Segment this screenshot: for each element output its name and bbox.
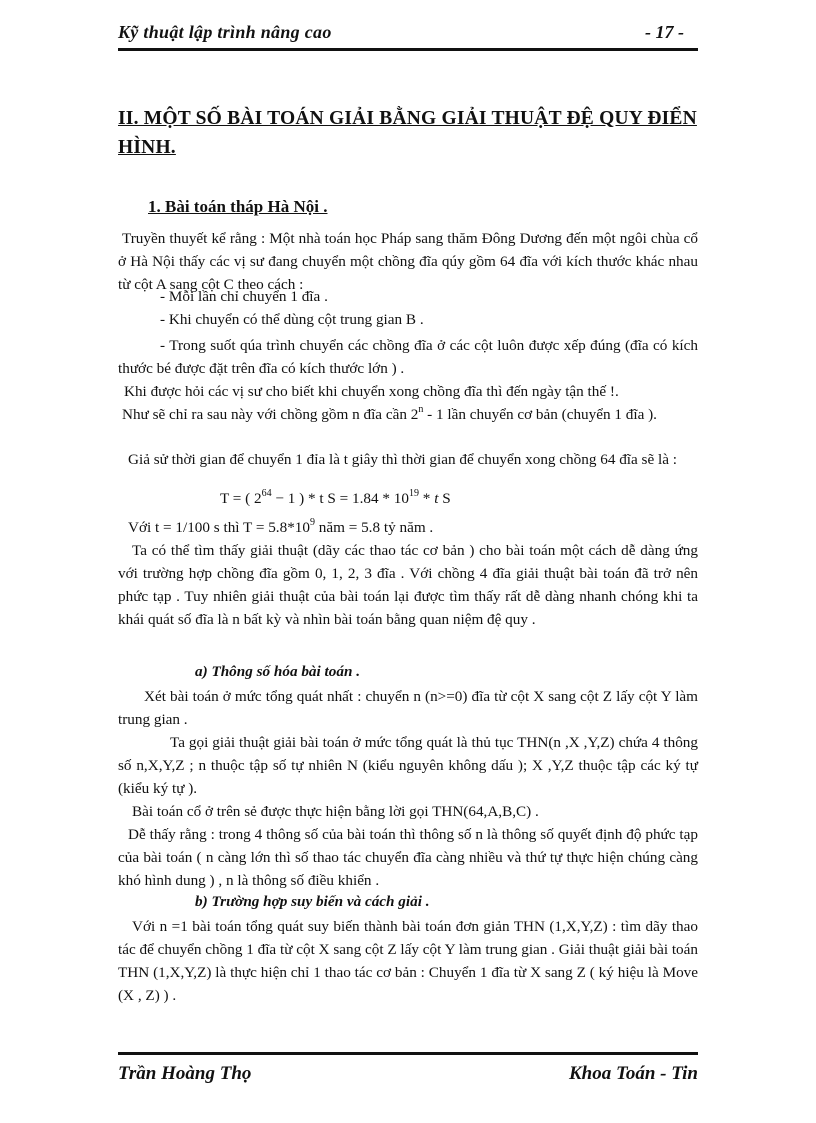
rule-item-3: - Trong suốt qúa trình chuyển các chồng đĩa ở các cột luôn được xếp đúng (đĩa có kích thước bé được đặt trên đĩa có kích thước lớn ) . — [118, 337, 698, 377]
paragraph-move-count — [118, 403, 698, 426]
section-title: II. MỘT SỐ BÀI TOÁN GIẢI BẰNG GIẢI THUẬT ĐỆ QUY ĐIỂN HÌNH. — [118, 108, 697, 158]
page-number: - 17 - — [645, 22, 684, 42]
paragraph-recursion-idea: Ta có thể tìm thấy giải thuật (dãy các thao tác cơ bản ) cho bài toán một cách dễ dàng ứng với trường hợp chồng đĩa gồm 0, 1, 2, 3 đĩa . Với chồng 4 đĩa giải thuật bài toán đã trở nên phức tạp . Tuy nhiên giải thuật của bài toán lại được tìm thấy rất dễ dàng nhanh chóng khi ta khái quát số đĩa là n bất kỳ và nhìn bài toán bằng quan niệm đệ quy . — [118, 542, 698, 628]
paragraph-thn-procedure: Ta gọi giải thuật giải bài toán ở mức tổng quát là thủ tục THN(n ,X ,Y,Z) chứa 4 thông số n,X,Y,Z ; n thuộc tập số tự nhiên N (kiểu nguyên không dấu ); X ,Y,Z thuộc tập các ký tự (kiểu ký tự ). — [118, 734, 698, 797]
move-count-text-b: - 1 lần chuyển cơ bản (chuyển 1 đĩa ). — [423, 406, 657, 423]
rule-item-1: - Mỗi lần chỉ chuyển 1 đĩa . — [160, 288, 328, 305]
paragraph-end-of-world: Khi được hỏi các vị sư cho biết khi chuyển xong chồng đĩa thì đến ngày tận thế !. — [124, 383, 619, 400]
move-count-text-a: Như sẽ chỉ ra sau này với chồng gồm n đĩa cần 2 — [122, 406, 419, 423]
footer-author: Trần Hoàng Thọ — [118, 1063, 252, 1084]
header-title: Kỹ thuật lập trình nâng cao — [118, 22, 332, 42]
paragraph-base-case: Với n =1 bài toán tổng quát suy biến thành bài toán đơn giản THN (1,X,Y,Z) : tìm dãy thao tác để chuyển chồng 1 đĩa từ cột X sang cột Z lấy cột Y làm trung gian . Giải thuật giải bài toán THN (1,X,Y,Z) là thực hiện chỉ 1 thao tác cơ bản : Chuyển 1 đĩa từ X sang Z ( ký hiệu là Move (X , Z) ) . — [118, 918, 698, 1004]
paragraph-legend: Truyền thuyết kể rằng : Một nhà toán học Pháp sang thăm Đông Dương đến một ngôi chùa cổ ở Hà Nội thấy các vị sư đang chuyển một chồng đĩa qúy gồm 64 đĩa với kích thước khác nhau từ cột A sang cột C theo cách : — [118, 230, 698, 293]
exponent-n: n — [418, 404, 424, 415]
formula-total-time: T = ( $2^{64} - 1$ ) * t $S = 1.84 * 10^{19} * t$ S — [220, 488, 451, 507]
subsection-title: 1. Bài toán tháp Hà Nội . — [148, 197, 328, 216]
rule-item-2: - Khi chuyển có thể dùng cột trung gian B . — [160, 311, 424, 328]
footer-department: Khoa Toán - Tin — [569, 1063, 698, 1084]
page-header — [118, 20, 698, 51]
page-footer — [118, 1052, 698, 1085]
paragraph-control-parameter: Dễ thấy rằng : trong 4 thông số của bài toán thì thông số n là thông số quyết định độ phức tạp của bài toán ( n càng lớn thì số thao tác chuyển đĩa càng nhiều và thứ tự thực hiện chúng càng khó hình dung ) , n là thông số điều khiển . — [118, 826, 698, 889]
subsection-a-title: a) Thông số hóa bài toán . — [195, 663, 360, 680]
paragraph-original-call: Bài toán cổ ở trên sẻ được thực hiện bằng lời gọi THN(64,A,B,C) . — [132, 803, 539, 820]
formula-years: Với t = 1/100 s thì $T = 5.8*10^9$ năm = 5.8 tỷ năm . — [128, 517, 434, 536]
paragraph-time: Giả sử thời gian để chuyển 1 đỉa là t giây thì thời gian để chuyển xong chồng 64 đĩa sẽ là : — [128, 451, 677, 468]
subsection-b-title: b) Trường hợp suy biến và cách giải . — [195, 893, 430, 910]
paragraph-general-problem: Xét bài toán ở mức tổng quát nhất : chuyển n (n>=0) đĩa từ cột X sang cột Z lấy cột Y làm trung gian . — [118, 688, 698, 728]
